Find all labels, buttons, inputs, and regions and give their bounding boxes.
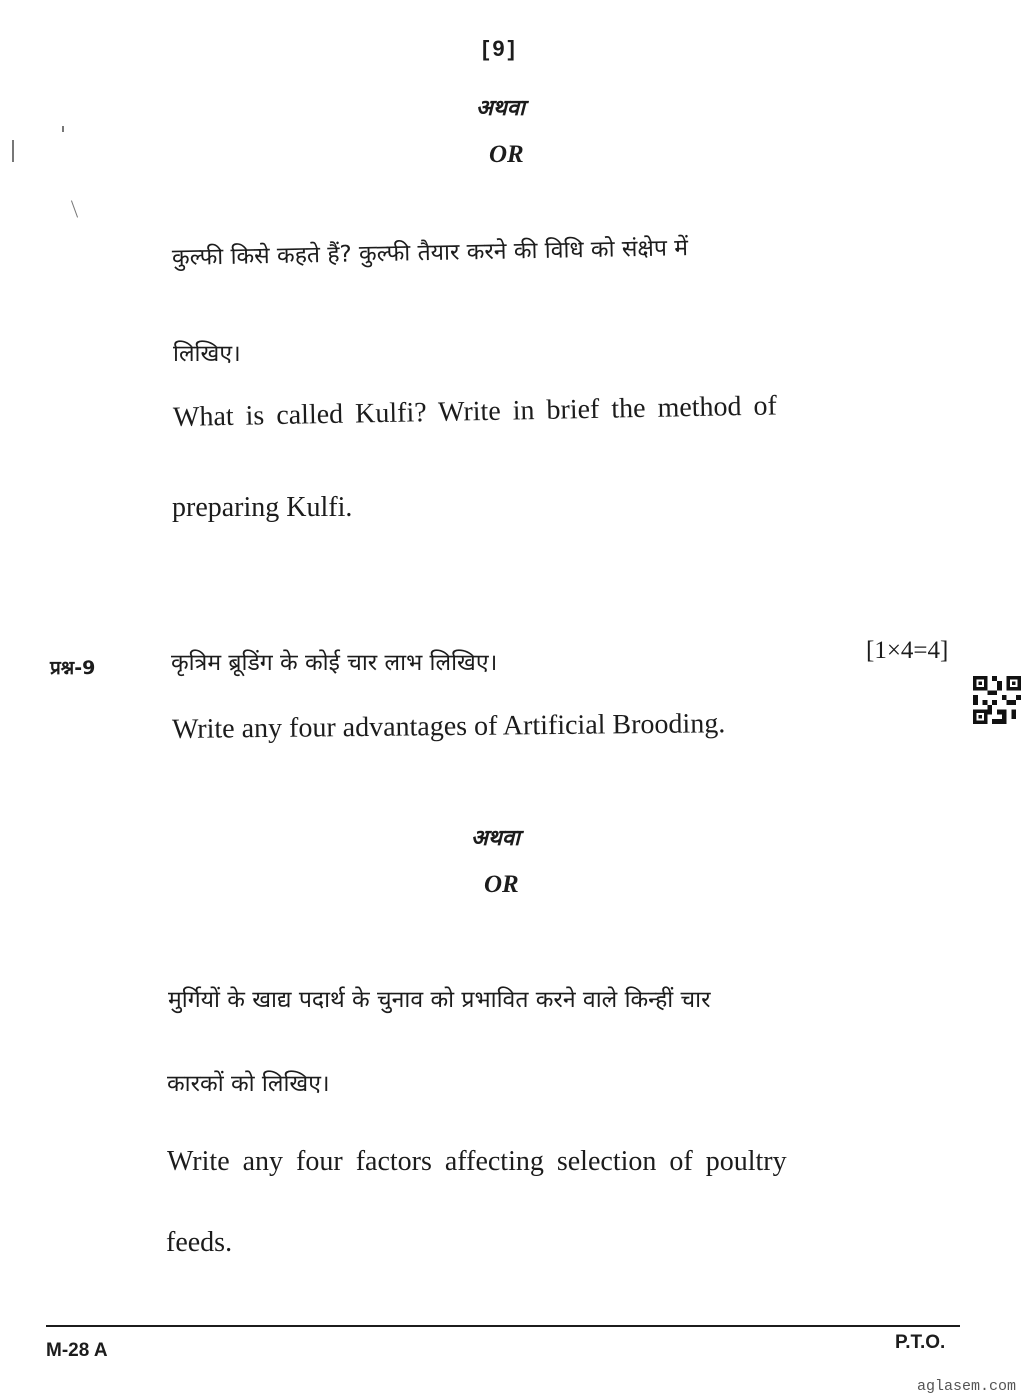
paper-code: M-28 A xyxy=(46,1340,108,1361)
question-text-hindi: मुर्गियों के खाद्य पदार्थ के चुनाव को प्रभावित करने वाले किन्हीं चार xyxy=(168,987,711,1013)
question-text-hindi: कुल्फी किसे कहते हैं? कुल्फी तैयार करने की विधि को संक्षेप में xyxy=(171,235,689,271)
question-text-english: preparing Kulfi. xyxy=(172,492,353,523)
question-text-english: Write any four factors affecting selection of poultry xyxy=(167,1146,787,1177)
qr-code-icon xyxy=(972,676,1022,724)
question-text-english: feeds. xyxy=(166,1227,233,1258)
or-english-divider: OR xyxy=(484,871,519,898)
or-hindi-divider: अथवा xyxy=(471,826,520,851)
question-text-hindi: कारकों को लिखिए। xyxy=(167,1071,330,1097)
page-number: [9] xyxy=(482,36,518,61)
question-text-hindi: लिखिए। xyxy=(173,341,241,367)
question-text-english: Write any four advantages of Artificial Brooding. xyxy=(171,708,726,745)
question-text-hindi: कृत्रिम ब्रूडिंग के कोई चार लाभ लिखिए। xyxy=(171,650,498,676)
question-label: प्रश्न-9 xyxy=(50,657,96,679)
page-turn-note: P.T.O. xyxy=(895,1332,946,1353)
site-watermark: aglasem.com xyxy=(917,1378,1017,1395)
margin-speck xyxy=(12,140,14,162)
margin-speck xyxy=(71,200,78,217)
footer-divider xyxy=(46,1325,960,1327)
or-hindi-divider: अथवा xyxy=(476,96,525,121)
margin-speck xyxy=(62,126,64,132)
or-english-divider: OR xyxy=(489,141,524,168)
question-text-english: What is called Kulfi? Write in brief the method of xyxy=(172,390,778,433)
marks-badge: [1×4=4] xyxy=(866,637,949,664)
